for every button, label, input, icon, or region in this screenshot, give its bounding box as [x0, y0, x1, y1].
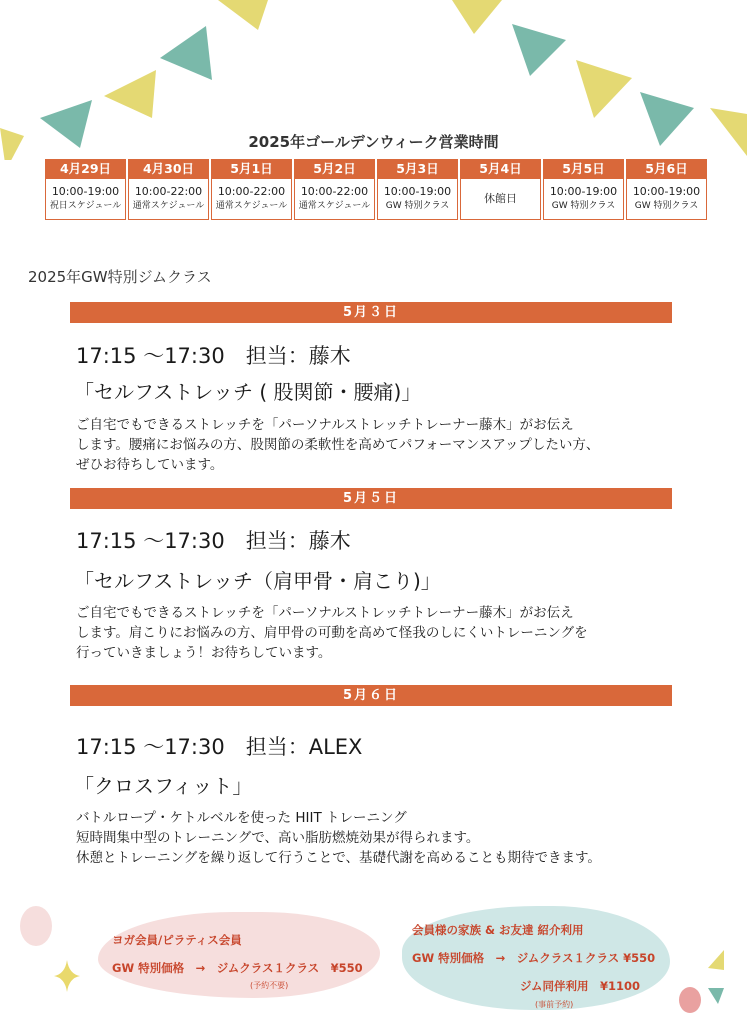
day-time: 10:00-19:00: [632, 185, 701, 198]
members-price-box: [98, 912, 380, 998]
members-note: (予約不要): [250, 981, 289, 990]
day-cell: [543, 159, 624, 220]
class-title: 「セルフストレッチ（肩甲骨・肩こり)」: [74, 569, 441, 593]
class-title: 「セルフストレッチ ( 股関節・腰痛)」: [74, 380, 422, 404]
class-time: 17:15 〜17:30 担当：ALEX: [76, 735, 363, 759]
desc-line: バトルロープ・ケトルベルを使った HIIT トレーニング: [76, 810, 407, 826]
bunting-flag: [160, 26, 212, 80]
day-date: 5月2日: [294, 159, 375, 179]
day-body: [211, 179, 292, 220]
class-title: 「クロスフィット」: [74, 774, 253, 798]
day-date: 5月3日: [377, 159, 458, 179]
day-date: 4月30日: [128, 159, 209, 179]
small-flags-decoration: [700, 948, 740, 1008]
hours-table: [45, 159, 707, 220]
page-title: 2025年ゴールデンウィーク営業時間: [248, 133, 499, 151]
class-date-bar: 5月５日: [70, 488, 672, 509]
members-label: ヨガ会員/ピラティス会員: [112, 933, 242, 947]
day-cell: [294, 159, 375, 220]
class-time: 17:15 〜17:30 担当：藤木: [76, 344, 351, 368]
bunting-flag: [104, 70, 156, 118]
day-body: [128, 179, 209, 220]
class-date-bar: 5月６日: [70, 685, 672, 706]
day-date: 5月6日: [626, 159, 707, 179]
class-description: [76, 603, 588, 663]
class-description: [76, 808, 601, 868]
members-price: GW 特別価格 → ジムクラス１クラス ¥550: [112, 961, 363, 975]
guests-note: (事前予約): [535, 1000, 574, 1009]
day-cell: [626, 159, 707, 220]
desc-line: 休憩とトレーニングを繰り返して行うことで、基礎代謝を高めることも期待できます。: [76, 850, 601, 866]
day-cell: [45, 159, 126, 220]
day-note: 祝日スケジュール: [49, 201, 122, 211]
classes-heading: 2025年GW特別ジムクラス: [28, 268, 212, 286]
day-date: 5月5日: [543, 159, 624, 179]
guests-label: 会員様の家族 & お友達 紹介利用: [412, 923, 584, 937]
day-time: 10:00-19:00: [51, 185, 120, 198]
desc-line: ご自宅でもできるストレッチを「パーソナルストレッチトレーナー藤木」がお伝え: [76, 605, 574, 621]
day-body: [543, 179, 624, 220]
day-time: 10:00-22:00: [217, 185, 286, 198]
day-time: 10:00-22:00: [134, 185, 203, 198]
guests-price: GW 特別価格 → ジムクラス１クラス ¥550: [412, 951, 656, 965]
day-note: 通常スケジュール: [298, 201, 371, 211]
day-note: 通常スケジュール: [132, 201, 205, 211]
bunting-flag: [512, 24, 566, 76]
day-note: GW 特別クラス: [634, 201, 699, 211]
bunting-flag: [452, 0, 502, 34]
day-note: 通常スケジュール: [215, 201, 288, 211]
guests-price-accompany: ジム同伴利用 ¥1100: [520, 979, 641, 993]
day-note: GW 特別クラス: [551, 201, 616, 211]
desc-line: 短時間集中型のトレーニングで、高い脂肪燃焼効果が得られます。: [76, 830, 480, 846]
desc-line: ご自宅でもできるストレッチを「パーソナルストレッチトレーナー藤木」がお伝え: [76, 417, 574, 433]
day-body: [460, 179, 541, 220]
class-time: 17:15 〜17:30 担当：藤木: [76, 529, 351, 553]
bunting-flag: [576, 60, 632, 118]
day-date: 5月1日: [211, 159, 292, 179]
day-time: 10:00-22:00: [300, 185, 369, 198]
day-note: GW 特別クラス: [385, 201, 450, 211]
sparkle-icon: [52, 958, 82, 994]
day-body: [45, 179, 126, 220]
day-time: 10:00-19:00: [383, 185, 452, 198]
day-time: 10:00-19:00: [549, 185, 618, 198]
day-date: 4月29日: [45, 159, 126, 179]
day-body: [294, 179, 375, 220]
class-date-bar: 5月３日: [70, 302, 672, 323]
desc-line: します。腰痛にお悩みの方、股関節の柔軟性を高めてパフォーマンスアップしたい方、: [76, 437, 600, 453]
bunting-flag: [218, 0, 268, 30]
day-cell: [460, 159, 541, 220]
desc-line: 行っていきましょう！お待ちしています。: [76, 645, 332, 661]
day-date: 5月4日: [460, 159, 541, 179]
day-cell: [377, 159, 458, 220]
pink-dot-decoration: [18, 904, 54, 948]
day-body: [626, 179, 707, 220]
desc-line: します。肩こりにお悩みの方、肩甲骨の可動を高めて怪我のしにくいトレーニングを: [76, 625, 588, 641]
day-body: [377, 179, 458, 220]
day-cell: [128, 159, 209, 220]
class-description: [76, 415, 599, 475]
desc-line: ぜひお待ちしています。: [76, 457, 224, 473]
day-time: 休館日: [484, 192, 517, 205]
day-cell: [211, 159, 292, 220]
